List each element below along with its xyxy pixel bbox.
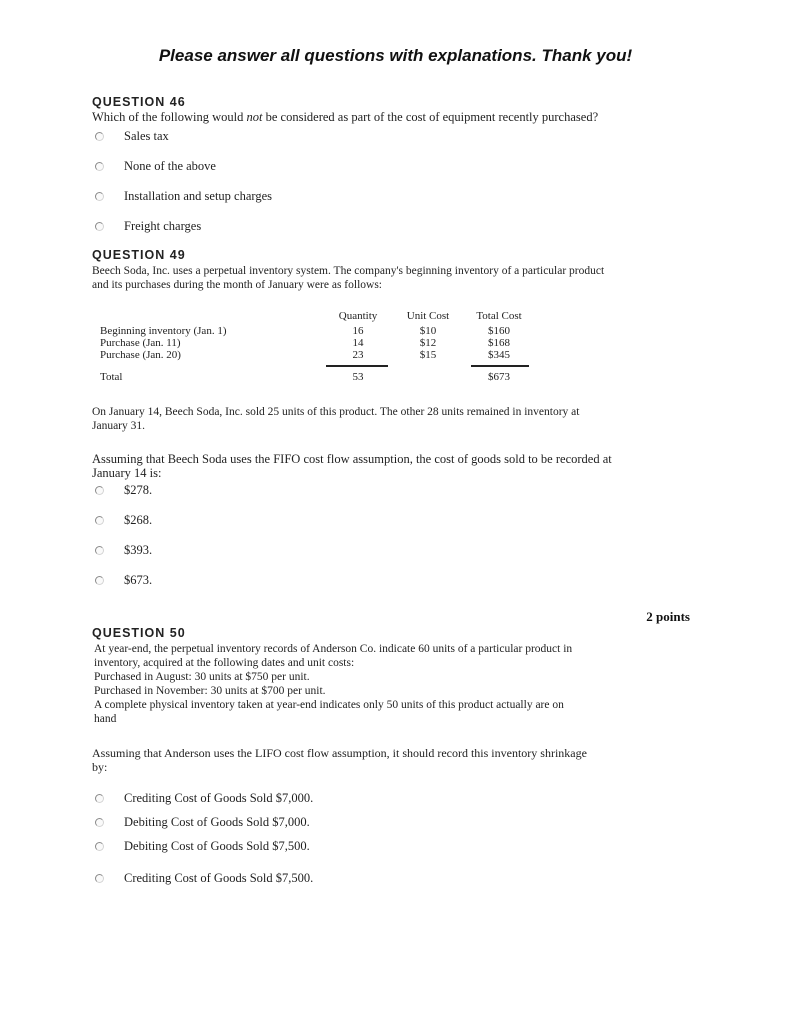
table-cell-total-cost: $168 [488, 337, 510, 349]
q49-option-1[interactable] [95, 482, 152, 498]
table-row-label: Beginning inventory (Jan. 1) [100, 325, 227, 337]
q46-option-4-label: Freight charges [124, 218, 202, 233]
points-label: 2 points [646, 609, 690, 624]
table-total-label: Total [100, 371, 123, 383]
q50-option-1-label: Crediting Cost of Goods Sold $7,000. [124, 790, 314, 805]
radio-button[interactable] [95, 132, 104, 141]
q50-option-2-label: Debiting Cost of Goods Sold $7,000. [124, 814, 310, 829]
table-header-total-cost: Total Cost [476, 310, 522, 322]
q46-option-1[interactable] [95, 128, 169, 144]
table-cell-unit-cost: $12 [419, 337, 437, 349]
question-49-intro-line-1: Beech Soda, Inc. uses a perpetual inventory system. The company's beginning inventory of a particular product [92, 265, 605, 277]
question-49-question-line-1: Assuming that Beech Soda uses the FIFO cost flow assumption, the cost of goods sold to be recorded at [92, 452, 612, 466]
question-46-text-end: be considered as part of the cost of equipment recently purchased? [262, 110, 599, 124]
q50-option-1[interactable] [95, 790, 313, 806]
table-cell-total-cost: $160 [488, 325, 510, 337]
table-cell-quantity: 14 [352, 337, 364, 349]
question-49-question-line-2: January 14 is: [92, 466, 162, 480]
question-46-text [92, 110, 692, 124]
q49-option-2-label: $268. [124, 512, 153, 527]
table-cell-unit-cost: $15 [419, 349, 437, 361]
page-title: Please answer all questions with explanations. Thank you! [158, 46, 633, 65]
q50-option-2[interactable] [95, 814, 310, 830]
question-50-question-line-1: Assuming that Anderson uses the LIFO cost flow assumption, it should record this inventory shrinkage [92, 746, 587, 760]
question-50-heading: QUESTION 50 [92, 626, 186, 640]
table-total-rule-cost [471, 365, 529, 367]
table-cell-unit-cost: $10 [419, 325, 437, 337]
table-row-label: Purchase (Jan. 20) [100, 349, 181, 361]
question-50-text [94, 642, 694, 726]
table-total-cost: $673 [488, 371, 510, 383]
q50-option-3[interactable] [95, 838, 310, 854]
table-cell-total-cost: $345 [488, 349, 510, 361]
radio-button[interactable] [95, 794, 104, 803]
question-49-sale-line-1: On January 14, Beech Soda, Inc. sold 25 units of this product. The other 28 units remained in inventory at [92, 406, 580, 418]
radio-button[interactable] [95, 546, 104, 555]
question-50-line-2: inventory, acquired at the following dates and unit costs: [94, 657, 355, 669]
q49-option-4[interactable] [95, 572, 152, 588]
radio-button[interactable] [95, 576, 104, 585]
table-row-label: Purchase (Jan. 11) [100, 337, 181, 349]
q46-option-4[interactable] [95, 218, 201, 234]
question-50-line-5: A complete physical inventory taken at year-end indicates only 50 units of this product actually are on [94, 699, 564, 711]
question-49-intro-line-2: and its purchases during the month of January were as follows: [92, 279, 382, 291]
q49-option-3[interactable] [95, 542, 152, 558]
question-49-sale-info [92, 405, 692, 433]
question-49-heading: QUESTION 49 [92, 248, 186, 262]
table-total-rule-quantity [326, 365, 388, 367]
question-49-sale-line-2: January 31. [92, 420, 146, 432]
question-46-text-emphasis: not [246, 110, 263, 124]
table-cell-quantity: 16 [352, 325, 364, 337]
question-50-question-line-2: by: [92, 760, 108, 774]
radio-button[interactable] [95, 874, 104, 883]
question-46-text-start: Which of the following would [92, 110, 247, 124]
q50-option-3-label: Debiting Cost of Goods Sold $7,500. [124, 838, 310, 853]
q49-option-3-label: $393. [124, 542, 153, 557]
radio-button[interactable] [95, 516, 104, 525]
radio-button[interactable] [95, 222, 104, 231]
radio-button[interactable] [95, 162, 104, 171]
q49-option-4-label: $673. [124, 572, 153, 587]
radio-button[interactable] [95, 818, 104, 827]
question-50-line-4: Purchased in November: 30 units at $700 per unit. [94, 685, 326, 697]
question-50-line-6: hand [94, 713, 117, 725]
radio-button[interactable] [95, 192, 104, 201]
q49-option-1-label: $278. [124, 482, 153, 497]
table-header-unit-cost: Unit Cost [406, 310, 450, 322]
question-50-line-3: Purchased in August: 30 units at $750 per unit. [94, 671, 310, 683]
radio-button[interactable] [95, 842, 104, 851]
q50-option-4-label: Crediting Cost of Goods Sold $7,500. [124, 870, 314, 885]
q46-option-3[interactable] [95, 188, 272, 204]
question-50-question [92, 746, 672, 774]
q50-option-4[interactable] [95, 870, 313, 886]
table-cell-quantity: 23 [352, 349, 364, 361]
q46-option-1-label: Sales tax [124, 128, 169, 143]
question-49-intro [92, 264, 692, 292]
table-header-quantity: Quantity [338, 310, 378, 322]
question-46-heading: QUESTION 46 [92, 95, 186, 109]
q46-option-2[interactable] [95, 158, 216, 174]
q46-option-3-label: Installation and setup charges [124, 188, 272, 203]
q49-option-2[interactable] [95, 512, 152, 528]
table-total-quantity: 53 [352, 371, 364, 383]
question-50-line-1: At year-end, the perpetual inventory records of Anderson Co. indicate 60 units of a particular product in [94, 643, 573, 655]
radio-button[interactable] [95, 486, 104, 495]
q46-option-2-label: None of the above [124, 158, 216, 173]
question-49-question [92, 452, 672, 480]
